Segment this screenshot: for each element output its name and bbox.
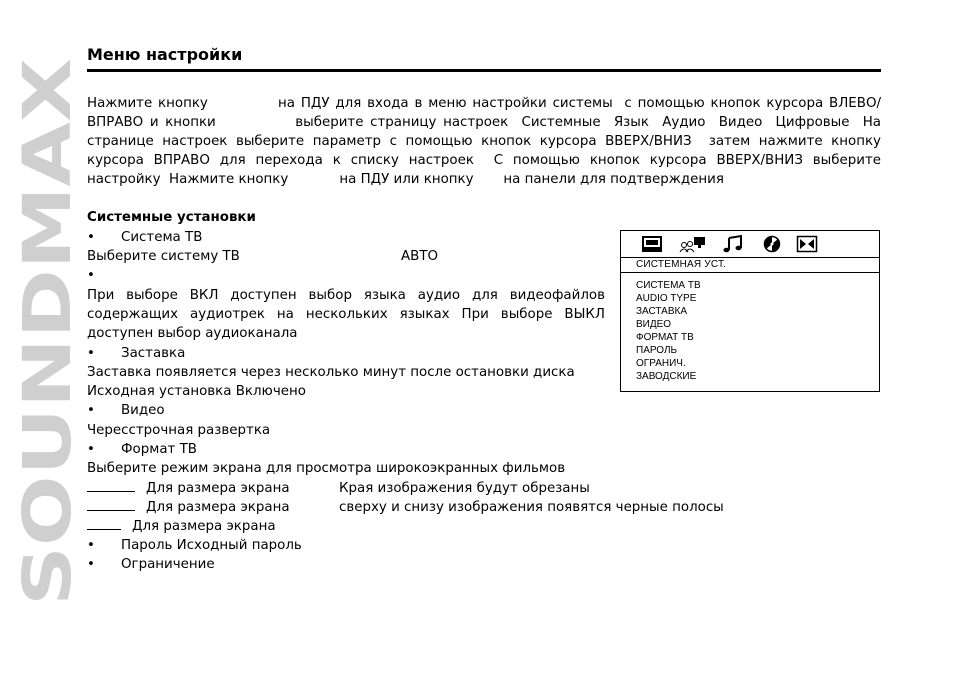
format-row-1-label: Для размера экрана bbox=[146, 481, 290, 496]
brand-watermark-text: SOUNDMAX bbox=[9, 171, 86, 606]
bullet-marker: • bbox=[87, 403, 95, 418]
bullet-marker: • bbox=[87, 538, 95, 553]
tv-format-desc: Выберите режим экрана для просмотра широкоэкранных фильмов bbox=[87, 461, 566, 476]
format-row-3-label: Для размера экрана bbox=[132, 519, 276, 534]
format-row-3 bbox=[87, 517, 121, 536]
menu-option-tv-system: СИСТЕМА ТВ bbox=[636, 280, 701, 291]
bullet-marker: • bbox=[87, 557, 95, 572]
blank-underline bbox=[87, 517, 121, 530]
music-note-icon bbox=[721, 235, 743, 253]
screensaver-desc: Заставка появляется через несколько минут после остановки диска bbox=[87, 365, 575, 380]
menu-option-screensaver: ЗАСТАВКА bbox=[636, 306, 687, 317]
menu-header: СИСТЕМНАЯ УСТ. bbox=[636, 259, 727, 270]
blank-underline bbox=[87, 498, 135, 511]
menu-option-video: ВИДЕО bbox=[636, 319, 672, 330]
screensaver-default: Исходная установка Включено bbox=[87, 384, 306, 399]
speaker-people-icon bbox=[679, 235, 707, 253]
bullet-marker: • bbox=[87, 442, 95, 457]
brand-watermark bbox=[8, 0, 86, 673]
audio-type-desc: При выборе ВКЛ доступен выбор языка аудио для видеофайлов содержащих аудиотрек на нескольких языках При выборе ВЫКЛ доступен выбор аудиоканала bbox=[87, 288, 605, 341]
menu-option-restriction: ОГРАНИЧ. bbox=[636, 358, 686, 369]
menu-option-factory: ЗАВОДСКИЕ bbox=[636, 371, 697, 382]
format-row-2-label: Для размера экрана bbox=[146, 500, 290, 515]
menu-header-divider bbox=[621, 272, 879, 273]
section-title: Системные установки bbox=[87, 210, 256, 225]
format-row-2-note: сверху и снизу изображения появятся черные полосы bbox=[339, 500, 724, 515]
menu-icon-bar bbox=[621, 231, 879, 257]
intro-paragraph: Нажмите кнопку на ПДУ для входа в меню настройки системы с помощью кнопок курсора ВЛЕВО/ВПРАВО и кнопки выберите страницу настроек Системные Язык Аудио Видео Цифровые На странице настроек выберите параметр с помощью кнопок курсора ВВЕРХ/ВНИЗ затем нажмите кнопку курсора ВПРАВО для перехода к списку настроек С помощью кнопок курсора ВВЕРХ/ВНИЗ выберите настройку Нажмите кнопку на ПДУ или кнопку на панели для подтверждения bbox=[87, 96, 886, 187]
video-disc-icon bbox=[761, 235, 783, 253]
monitor-icon bbox=[641, 235, 663, 253]
menu-divider bbox=[621, 257, 879, 258]
menu-option-password: ПАРОЛЬ bbox=[636, 345, 678, 356]
bullet-marker: • bbox=[87, 268, 95, 283]
setup-menu-panel bbox=[620, 230, 880, 392]
bullet-marker: • bbox=[87, 346, 95, 361]
item-restriction: Ограничение bbox=[121, 557, 215, 572]
bullet-marker: • bbox=[87, 230, 95, 245]
page-title: Меню настройки bbox=[87, 45, 243, 64]
dolby-icon bbox=[796, 235, 818, 253]
title-divider bbox=[87, 69, 881, 72]
item-password: Пароль Исходный пароль bbox=[121, 538, 302, 553]
item-tv-system: Система ТВ bbox=[121, 230, 203, 245]
format-row-1-note: Края изображения будут обрезаны bbox=[339, 481, 590, 496]
tv-system-desc: Выберите систему ТВ bbox=[87, 249, 240, 264]
blank-underline bbox=[87, 479, 135, 492]
item-tv-format: Формат ТВ bbox=[121, 442, 197, 457]
item-screensaver: Заставка bbox=[121, 346, 186, 361]
video-desc: Чересстрочная развертка bbox=[87, 423, 271, 438]
format-row-2 bbox=[87, 498, 135, 517]
tv-system-value: АВТО bbox=[401, 249, 439, 264]
menu-options bbox=[636, 279, 701, 383]
format-row-1 bbox=[87, 479, 135, 498]
menu-option-audio-type: AUDIO TYPE bbox=[636, 293, 697, 304]
item-video: Видео bbox=[121, 403, 165, 418]
menu-option-tv-format: ФОРМАТ ТВ bbox=[636, 332, 694, 343]
